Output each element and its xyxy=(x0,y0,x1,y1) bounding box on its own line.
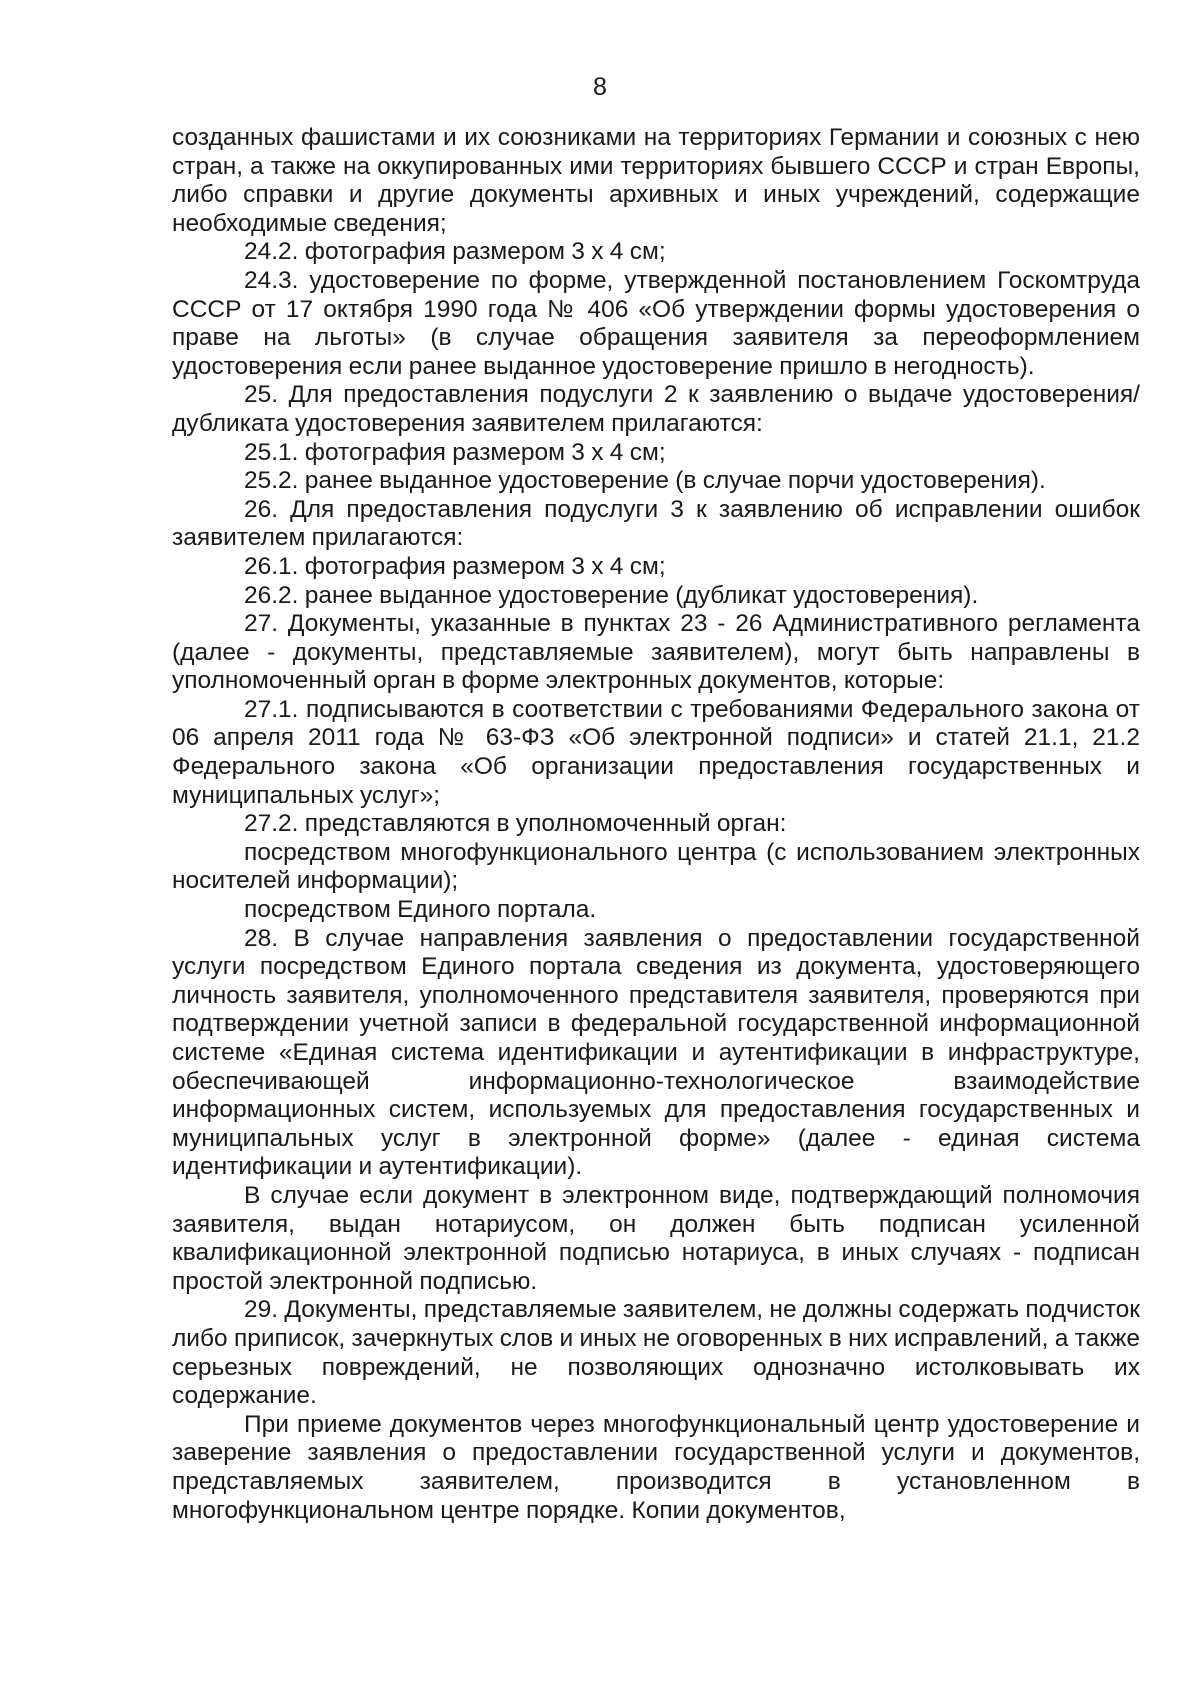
paragraph-14: посредством Единого портала. xyxy=(244,896,597,924)
paragraph-1: созданных фашистами и их союзниками на территориях Германии и союзных с нею стран, а также на оккупированных ими территориях бывшего СССР и стран Европы, либо справки и другие документы архивных и иных учреждений, содержащие необходимые сведения; xyxy=(172,124,1140,237)
page-number: 8 xyxy=(593,73,607,101)
paragraph-17: 29. Документы, представляемые заявителем, не должны содержать подчисток либо приписок, зачеркнутых слов и иных не оговоренных в них исправлений, а также серьезных повреждений, не позволяющих однозначно истолковывать их содержание. xyxy=(172,1296,1140,1410)
paragraph-18: При приеме документов через многофункциональный центр удостоверение и заверение заявления о предоставлении государственной услуги и документов, представляемых заявителем, производится в установленном в многофункциональном центре порядке. Копии документов, xyxy=(172,1410,1140,1524)
paragraph-8: 26.1. фотография размером 3 x 4 см; xyxy=(244,552,666,580)
paragraph-12: 27.2. представляются в уполномоченный орган: xyxy=(244,810,787,838)
paragraph-6: 25.2. ранее выданное удостоверение (в случае порчи удостоверения). xyxy=(244,467,1046,495)
paragraph-10: 27. Документы, указанные в пунктах 23 - 26 Административного регламента (далее - документы, представляемые заявителем), могут быть направлены в уполномоченный орган в форме электронных документов, которые: xyxy=(172,610,1140,695)
paragraph-15: 28. В случае направления заявления о предоставлении государственной услуги посредством Единого портала сведения из документа, удостоверяющего личность заявителя, уполномоченного представителя заявителя, проверяются при подтверждении учетной записи в федеральной государственной информационной системе «Единая система идентификации и аутентификации в инфраструктуре, обеспечивающей информационно-технологическое взаимодействие информационных систем, используемых для предоставления государственных и муниципальных услуг в электронной форме» (далее - единая система идентификации и аутентификации). xyxy=(172,924,1140,1181)
paragraph-5: 25.1. фотография размером 3 x 4 см; xyxy=(244,438,666,466)
paragraph-4: 25. Для предоставления подуслуги 2 к заявлению о выдаче удостоверения/дубликата удостоверения заявителем прилагаются: xyxy=(172,381,1140,437)
paragraph-9: 26.2. ранее выданное удостоверение (дубликат удостоверения). xyxy=(244,581,979,609)
document-text xyxy=(172,124,1140,1525)
paragraph-3: 24.3. удостоверение по форме, утвержденной постановлением Госкомтруда СССР от 17 октября 1990 года № 406 «Об утверждении формы удостоверения о праве на льготы» (в случае обращения заявителя за переоформлением удостоверения если ранее выданное удостоверение пришло в негодность). xyxy=(172,266,1140,380)
paragraph-16: В случае если документ в электронном виде, подтверждающий полномочия заявителя, выдан нотариусом, он должен быть подписан усиленной квалификационной электронной подписью нотариуса, в иных случаях - подписан простой электронной подписью. xyxy=(172,1181,1140,1295)
paragraph-7: 26. Для предоставления подуслуги 3 к заявлению об исправлении ошибок заявителем прилагаются: xyxy=(172,495,1140,552)
paragraph-13: посредством многофункционального центра (с использованием электронных носителей информации); xyxy=(172,838,1140,895)
paragraph-2: 24.2. фотография размером 3 x 4 см; xyxy=(244,238,666,266)
paragraph-11: 27.1. подписываются в соответствии с требованиями Федерального закона от 06 апреля 2011 года № 63-ФЗ «Об электронной подписи» и статей 21.1, 21.2 Федерального закона «Об организации предоставления государственных и муниципальных услуг»; xyxy=(172,695,1140,809)
